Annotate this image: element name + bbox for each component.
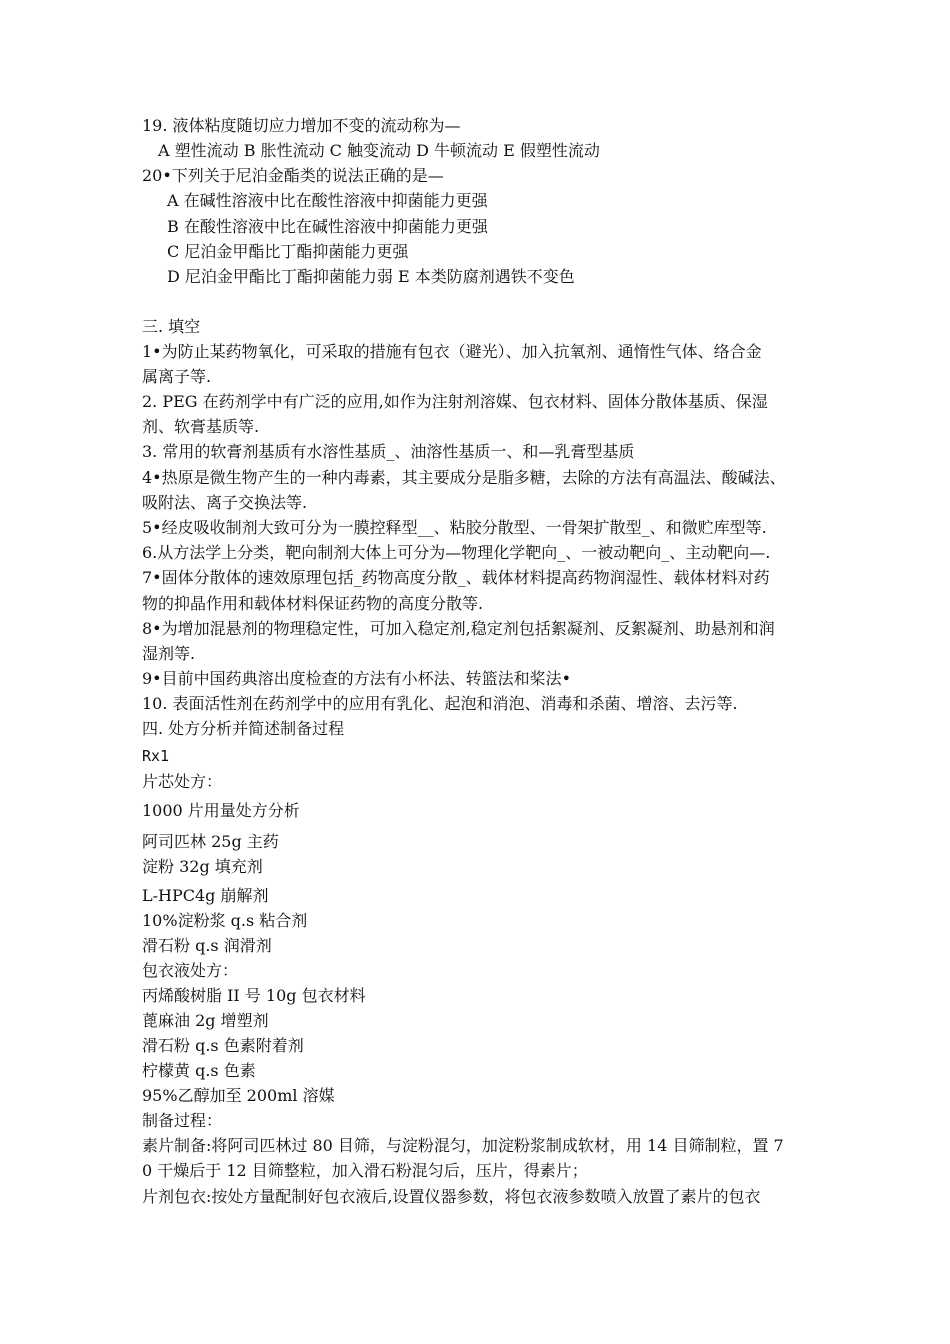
core-formula-item: 滑石粉 q.s 润滑剂 xyxy=(142,936,272,955)
fill-line: 3. 常用的软膏剂基质有水溶性基质_、油溶性基质一、和—乳膏型基质 xyxy=(142,442,635,461)
coating-formula-item: 95%乙醇加至 200ml 溶媒 xyxy=(142,1086,335,1105)
formula-analysis-title: 1000 片用量处方分析 xyxy=(142,801,300,820)
question-19-stem: 19. 液体粘度随切应力增加不变的流动称为— xyxy=(142,116,461,135)
fill-line: 7•固体分散体的速效原理包括_药物高度分散_、载体材料提高药物润湿性、载体材料对药 xyxy=(142,568,770,587)
core-formula-item: 阿司匹林 25g 主药 xyxy=(142,832,279,851)
process-line: 素片制备:将阿司匹林过 80 目筛，与淀粉混匀，加淀粉浆制成软材，用 14 目筛制粒，置 7 xyxy=(142,1136,784,1155)
fill-section-heading: 三. 填空 xyxy=(142,317,201,336)
process-line: 0 干燥后于 12 目筛整粒，加入滑石粉混匀后，压片，得素片； xyxy=(142,1161,588,1180)
core-formula-item: 淀粉 32g 填充剂 xyxy=(142,857,263,876)
coating-formula-item: 滑石粉 q.s 色素附着剂 xyxy=(142,1036,304,1055)
fill-line: 吸附法、离子交换法等. xyxy=(142,493,308,512)
question-20-option-b: B 在酸性溶液中比在碱性溶液中抑菌能力更强 xyxy=(167,217,488,236)
coating-formula-item: 丙烯酸树脂 II 号 10g 包衣材料 xyxy=(142,986,366,1005)
core-formula-item: L-HPC4g 崩解剂 xyxy=(142,886,269,905)
core-formula-title: 片芯处方： xyxy=(142,772,223,791)
question-20-stem: 20•下列关于尼泊金酯类的说法正确的是— xyxy=(142,166,444,185)
fill-line: 2. PEG 在药剂学中有广泛的应用,如作为注射剂溶媒、包衣材料、固体分散体基质、保湿 xyxy=(142,392,768,411)
coating-formula-title: 包衣液处方： xyxy=(142,961,239,980)
question-20-option-d: D 尼泊金甲酯比丁酯抑菌能力弱 E 本类防腐剂遇铁不变色 xyxy=(167,267,575,286)
fill-line: 8•为增加混悬剂的物理稳定性，可加入稳定剂,稳定剂包括絮凝剂、反絮凝剂、助悬剂和润 xyxy=(142,619,775,638)
coating-formula-item: 蓖麻油 2g 增塑剂 xyxy=(142,1011,269,1030)
fill-line: 物的抑晶作用和载体材料保证药物的高度分散等. xyxy=(142,594,484,613)
fill-line: 湿剂等. xyxy=(142,644,196,663)
fill-line: 9•目前中国药典溶出度检查的方法有小杯法、转篮法和桨法• xyxy=(142,669,572,688)
fill-line: 1•为防止某药物氧化，可采取的措施有包衣（避光）、加入抗氧剂、通惰性气体、络合金 xyxy=(142,342,762,361)
fill-line: 10. 表面活性剂在药剂学中的应用有乳化、起泡和消泡、消毒和杀菌、增溶、去污等. xyxy=(142,694,738,713)
rx-section-heading: 四. 处方分析并简述制备过程 xyxy=(142,719,345,738)
question-19-options: A 塑性流动 B 胀性流动 C 触变流动 D 牛顿流动 E 假塑性流动 xyxy=(158,141,600,160)
fill-line: 4•热原是微生物产生的一种内毒素，其主要成分是脂多糖，去除的方法有高温法、酸碱法、 xyxy=(142,468,786,487)
fill-line: 属离子等. xyxy=(142,367,212,386)
process-title: 制备过程： xyxy=(142,1111,223,1130)
process-line: 片剂包衣:按处方量配制好包衣液后,设置仪器参数，将包衣液参数喷入放置了素片的包衣 xyxy=(142,1187,761,1206)
core-formula-item: 10%淀粉浆 q.s 粘合剂 xyxy=(142,911,308,930)
fill-line: 5•经皮吸收制剂大致可分为一膜控释型__、粘胶分散型、一骨架扩散型_、和微贮库型等. xyxy=(142,518,767,537)
question-20-option-a: A 在碱性溶液中比在酸性溶液中抑菌能力更强 xyxy=(167,191,488,210)
fill-line: 剂、软膏基质等. xyxy=(142,417,260,436)
coating-formula-item: 柠檬黄 q.s 色素 xyxy=(142,1061,256,1080)
question-20-option-c: C 尼泊金甲酯比丁酯抑菌能力更强 xyxy=(167,242,409,261)
fill-line: 6.从方法学上分类，靶向制剂大体上可分为—物理化学靶向_、一被动靶向_、主动靶向—. xyxy=(142,543,771,562)
rx-label: Rx1 xyxy=(142,747,170,765)
